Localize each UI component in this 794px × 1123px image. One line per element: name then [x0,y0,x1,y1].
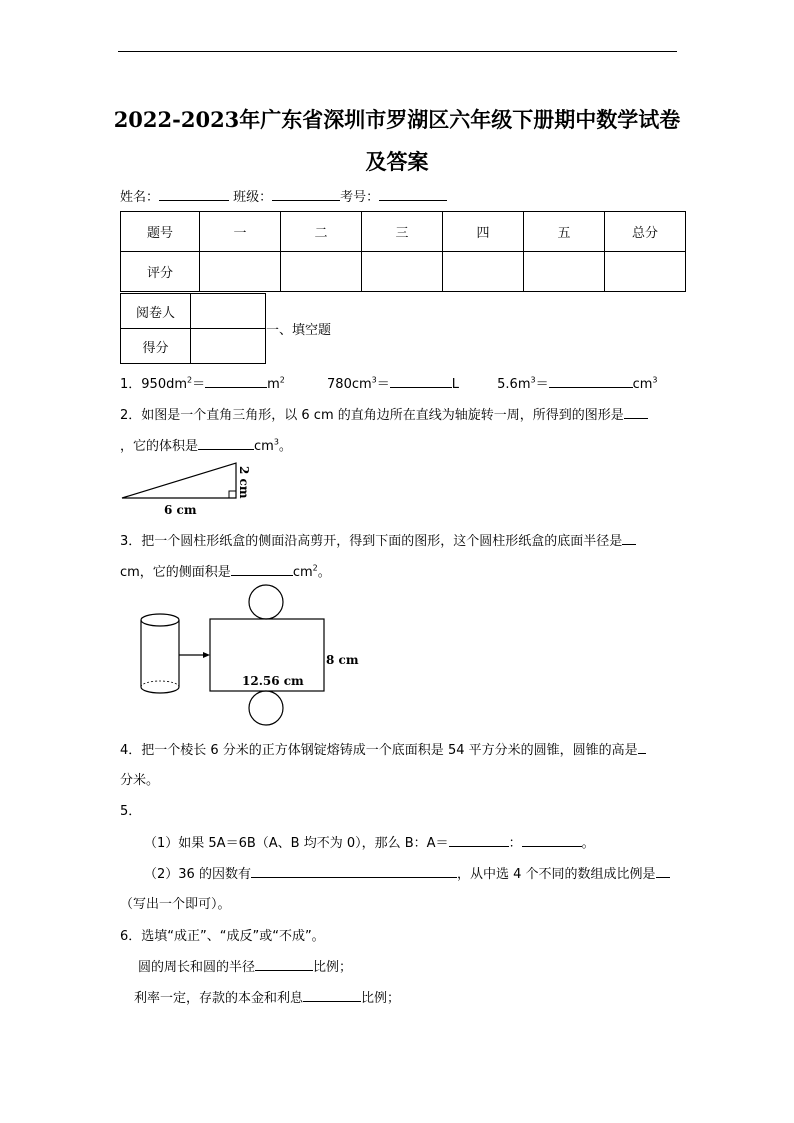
q1-c-exp: 3 [530,375,536,385]
q6-text: 6．选填“成正”、“成反”或“不成”。 [120,929,325,944]
answer-blank[interactable] [449,834,509,847]
score-cell[interactable] [200,252,281,292]
q1-number: 1． [120,377,142,392]
score-cell[interactable] [524,252,605,292]
q5-p1-colon: ： [508,836,522,851]
answer-blank[interactable] [205,375,267,388]
right-triangle-shape [122,463,236,498]
q2-end: 。 [278,439,292,454]
name-label: 姓名： [120,190,160,205]
q3-text: 3．把一个圆柱形纸盒的侧面沿高剪开，得到下面的图形，这个圆柱形纸盒的底面半径是 [120,534,623,549]
q4-text: 4．把一个棱长 6 分米的正方体钢锭熔铸成一个底面积是 54 平方分米的圆锥，圆锥的高是 [120,743,638,758]
answer-blank[interactable] [303,989,361,1002]
q1-c-eq: ＝ [535,377,549,392]
q2-text: 2．如图是一个直角三角形，以 6 cm 的直角边所在直线为轴旋转一周，所得到的图形是 [120,408,624,423]
net-bottom-circle [249,691,283,725]
score-header-cell: 一 [200,212,281,252]
question-6 [120,925,325,944]
score-table [120,211,686,292]
question-3 [120,530,636,549]
student-info [120,186,447,205]
question-5-part-1 [144,832,595,851]
answer-blank[interactable] [549,375,633,388]
q1-b-eq: ＝ [376,377,390,392]
question-4-cont [120,769,159,788]
q4-text-cont: 分米。 [120,773,160,788]
q2-unit-exp: 3 [273,437,279,447]
q6-item1-text: 圆的周长和圆的半径 [138,960,256,975]
answer-blank[interactable] [522,834,582,847]
triangle-side-label: 2 cm [237,466,251,499]
question-6-item-2 [134,987,400,1006]
score-header-cell: 三 [362,212,443,252]
q1-c-value: 5.6m [497,377,531,392]
review-score-cell[interactable] [191,329,266,364]
q5-number: 5． [120,804,142,819]
question-1 [120,373,658,392]
score-row-label: 评分 [121,252,200,292]
score-header-cell: 五 [524,212,605,252]
score-header-cell: 二 [281,212,362,252]
answer-blank[interactable] [198,437,254,450]
class-blank[interactable] [272,188,340,201]
question-4 [120,739,646,758]
score-table-row [121,252,686,292]
exam-no-blank[interactable] [379,188,447,201]
q2-text-cont: ，它的体积是 [120,439,199,454]
answer-blank[interactable] [638,741,646,754]
triangle-base-label: 6 cm [164,503,197,517]
answer-blank[interactable] [255,958,313,971]
q5-p2-text: （2）36 的因数有 [144,867,251,882]
q5-p1-text: （1）如果 5A＝6B（A、B 均不为 0），那么 B：A＝ [144,836,449,851]
page-title: 2022-2023年广东省深圳市罗湖区六年级下册期中数学试卷 [113,107,681,132]
q3-unit: cm [292,565,313,580]
reviewer-cell[interactable] [191,294,266,329]
q1-c-unit: cm [632,377,653,392]
score-header-cell: 四 [443,212,524,252]
answer-blank[interactable] [251,865,457,878]
q3-unit-exp: 2 [312,563,318,573]
header-rule [118,51,677,52]
q5-p2-text-cont: ，从中选 4 个不同的数组成比例是 [456,867,656,882]
cylinder-net-figure [130,582,370,730]
cylinder-shape [141,614,179,693]
class-label: 班级： [233,190,273,205]
score-cell[interactable] [443,252,524,292]
score-cell[interactable] [605,252,686,292]
answer-blank[interactable] [622,532,636,545]
q5-p3-text: （写出一个即可）。 [120,897,231,912]
answer-blank[interactable] [390,375,452,388]
net-top-circle [249,585,283,619]
answer-blank[interactable] [231,563,293,576]
net-width-label: 12.56 cm [242,674,304,688]
page-title-cont: 及答案 [365,149,429,174]
q6-item2-end: 比例； [361,991,401,1006]
triangle-figure [118,458,258,520]
net-height-label: 8 cm [326,653,359,667]
q1-c-unit-exp: 3 [652,375,658,385]
section-title: 一、填空题 [266,323,332,338]
score-header-cell: 题号 [121,212,200,252]
q1-b-unit: L [451,377,460,392]
q1-a-unit-exp: 2 [279,375,285,385]
score-header-cell: 总分 [605,212,686,252]
q3-end: 。 [317,565,331,580]
reviewer-label: 阅卷人 [121,294,191,329]
question-5-part-2-cont [120,893,231,912]
q3-text-cont: cm，它的侧面积是 [120,565,231,580]
exam-no-label: 考号： [340,190,380,205]
q5-p1-end: 。 [581,836,595,851]
question-5 [120,800,141,819]
q2-unit: cm [254,439,274,454]
right-angle-mark [229,491,236,498]
q6-item2-text: 利率一定，存款的本金和利息 [134,991,304,1006]
answer-blank[interactable] [624,406,648,419]
q1-a-eq: ＝ [192,377,206,392]
q1-b-exp: 3 [371,375,377,385]
question-6-item-1 [138,956,352,975]
score-table-header [121,212,686,252]
question-2-cont [120,435,292,454]
score-cell[interactable] [362,252,443,292]
arrow-icon [179,652,210,658]
review-score-label: 得分 [121,329,191,364]
score-cell[interactable] [281,252,362,292]
question-5-part-2 [144,863,670,882]
q6-item1-end: 比例； [313,960,353,975]
answer-blank[interactable] [656,865,670,878]
q1-a-exp: 2 [187,375,193,385]
q1-a-value: 950dm [141,377,188,392]
question-3-cont [120,561,331,580]
q1-a-unit: m [267,377,280,392]
q1-b-value: 780cm [327,377,372,392]
review-table [120,293,266,364]
question-2 [120,404,648,423]
name-blank[interactable] [159,188,229,201]
